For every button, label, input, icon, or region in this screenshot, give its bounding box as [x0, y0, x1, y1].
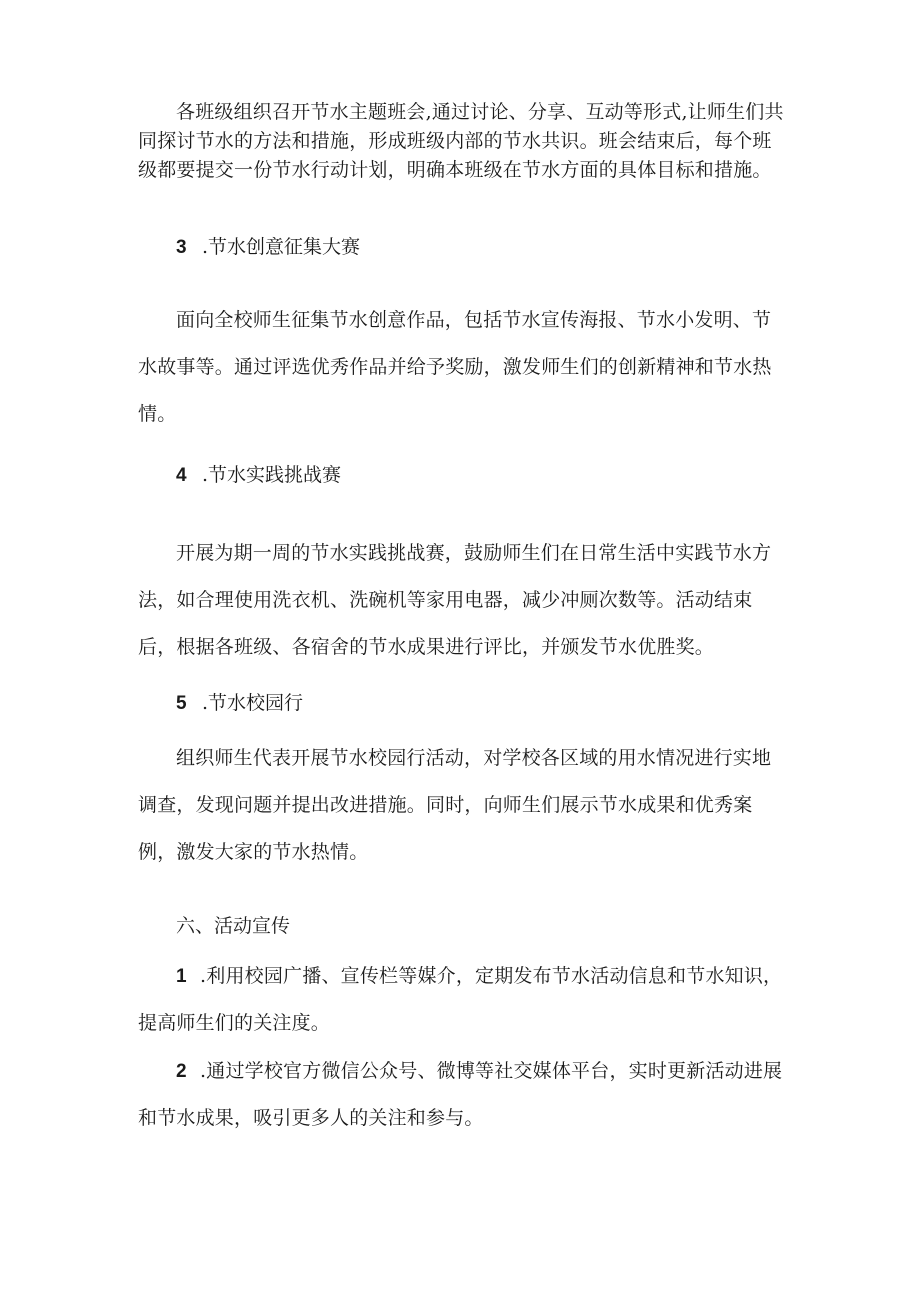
section-3-number: 3: [176, 237, 187, 258]
section-4-heading: [176, 461, 341, 490]
paragraph-class-meeting: 各班级组织召开节水主题班会,通过讨论、分享、互动等形式,让师生们共同探讨节水的方法和措施，形成班级内部的节水共识。班会结束后，每个班级都要提交一份节水行动计划，明确本班级在节水方面的具体目标和措施。: [138, 101, 784, 181]
chapter-6-item-2: [138, 1048, 788, 1142]
section-4-body: 开展为期一周的节水实践挑战赛，鼓励师生们在日常生活中实践节水方法，如合理使用洗衣机、洗碗机等家用电器，减少冲厕次数等。活动结束后，根据各班级、各宿舍的节水成果进行评比，并颁发节水优胜奖。: [138, 542, 772, 658]
section-5-heading: [176, 689, 303, 718]
section-4-number: 4: [176, 465, 187, 486]
section-4-title: .节水实践挑战赛: [202, 464, 342, 486]
item-1-text: .利用校园广播、宣传栏等媒介，定期发布节水活动信息和节水知识，提高师生们的关注度。: [138, 965, 783, 1034]
section-5-body: 组织师生代表开展节水校园行活动，对学校各区域的用水情况进行实地调查，发现问题并提出改进措施。同时，向师生们展示节水成果和优秀案例，激发大家的节水热情。: [138, 747, 772, 863]
section-3-heading: [176, 233, 360, 262]
section-3-title: .节水创意征集大赛: [202, 236, 361, 258]
section-5-title: .节水校园行: [202, 692, 304, 714]
item-2-number: 2: [176, 1061, 187, 1082]
chapter-6-item-1: [138, 953, 788, 1047]
item-1-number: 1: [176, 966, 187, 987]
section-5-number: 5: [176, 693, 187, 714]
section-3-body: 面向全校师生征集节水创意作品，包括节水宣传海报、节水小发明、节水故事等。通过评选优秀作品并给予奖励，激发师生们的创新精神和节水热情。: [138, 309, 772, 425]
chapter-6-title: 六、活动宣传: [176, 915, 291, 937]
item-2-text: .通过学校官方微信公众号、微博等社交媒体平台，实时更新活动进展和节水成果，吸引更多人的关注和参与。: [138, 1060, 783, 1129]
